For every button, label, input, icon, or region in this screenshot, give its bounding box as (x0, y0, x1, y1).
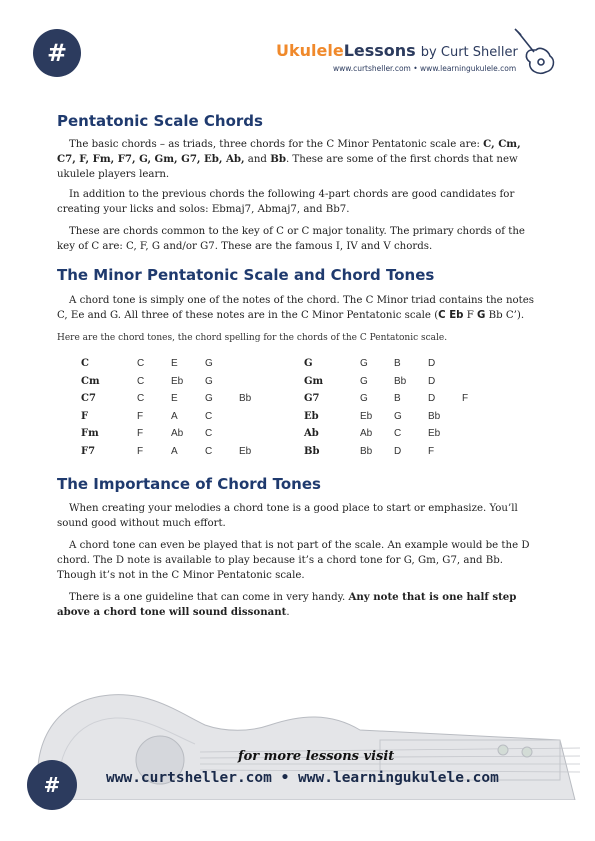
ukulele-icon (510, 26, 558, 78)
chord-name: C (81, 358, 89, 370)
paragraph-melodies: When creating your melodies a chord tone is a good place to start or emphasize. You’ll sound good without much effort. (57, 503, 518, 529)
brand-by: by Curt Sheller (420, 45, 518, 60)
chord-note: A (171, 410, 178, 422)
chord-note: C (137, 375, 145, 387)
chord-note: C (205, 410, 213, 422)
chord-note: C (394, 428, 402, 440)
chord-note: G (360, 393, 368, 405)
chord-row (304, 373, 496, 391)
chord-note: C (205, 445, 213, 457)
chord-note (239, 355, 273, 373)
chord-note: G (205, 358, 213, 370)
chord-note: F (428, 445, 435, 457)
chord-tones-intro: Here are the chord tones, the chord spelling for the chords of the C Pentatonic scale. (57, 333, 448, 343)
chord-name: Ab (304, 428, 319, 440)
chord-note (462, 373, 496, 391)
chord-note: C (137, 393, 145, 405)
chord-name: Gm (304, 375, 324, 387)
chord-note: B (394, 358, 401, 370)
chord-note: Bb (360, 445, 373, 457)
chord-row (81, 443, 273, 461)
ukulele-footer-illustration (0, 640, 595, 841)
footer-visit-text: for more lessons visit (238, 749, 395, 764)
chord-row (81, 408, 273, 426)
heading-minor-pentatonic-chord-tones: The Minor Pentatonic Scale and Chord Tones (57, 266, 435, 284)
chord-note: Eb (360, 410, 373, 422)
brand-title (276, 41, 518, 60)
chord-note (462, 443, 496, 461)
chord-name: Bb (304, 445, 320, 457)
chord-row (304, 443, 496, 461)
brand-lessons: Lessons (343, 41, 416, 60)
chord-note (239, 425, 273, 443)
chord-name: G (304, 358, 313, 370)
chord-name: Fm (81, 428, 99, 440)
chord-name: F (81, 410, 89, 422)
paragraph-basic-chords: The basic chords – as triads, three chords for the C Minor Pentatonic scale are: C, Cm, C7, F, Fm, F7, G, Gm, G7, Eb, Ab, and Bb. These are some of the first chords that new ukulele players learn. (57, 138, 521, 180)
heading-pentatonic-scale-chords: Pentatonic Scale Chords (57, 112, 263, 130)
chord-note: Eb (239, 445, 252, 457)
chord-note (239, 373, 273, 391)
paragraph-chord-tone-definition: A chord tone is simply one of the notes of the chord. The C Minor triad contains the notes C, Ee and G. All three of these notes are in the C Minor Pentatonic scale (C Eb F G Bb C’). (57, 295, 534, 321)
paragraph-four-part-chords: In addition to the previous chords the following 4-part chords are good candidates for creating your licks and solos: Ebmaj7, Abmaj7, and Bb7. (57, 189, 515, 215)
chord-note: G (360, 375, 368, 387)
chord-note: G (394, 410, 402, 422)
chord-note: D (428, 375, 436, 387)
chord-row (304, 425, 496, 443)
chord-row (81, 425, 273, 443)
chord-note (462, 355, 496, 373)
chord-note: Ab (171, 428, 184, 440)
chord-note: D (394, 445, 402, 457)
chord-note: F (137, 428, 144, 440)
heading-importance-of-chord-tones: The Importance of Chord Tones (57, 475, 321, 493)
chord-note: Eb (428, 428, 441, 440)
chord-tones-table-left (81, 355, 273, 460)
chord-note: G (205, 393, 213, 405)
chord-note: A (171, 445, 178, 457)
footer-badge: # (27, 760, 77, 810)
chord-note: Ab (360, 428, 373, 440)
chord-note: D (428, 393, 436, 405)
chord-row (304, 408, 496, 426)
chord-note: C (137, 358, 145, 370)
chord-name: C7 (81, 393, 96, 405)
chord-tones-table-right (304, 355, 496, 460)
chord-note: Bb (428, 410, 441, 422)
header-sites: www.curtsheller.com • www.learningukulele.com (333, 64, 517, 73)
chord-note: Eb (171, 375, 184, 387)
chord-row (81, 355, 273, 373)
chord-note (239, 408, 273, 426)
chord-name: G7 (304, 393, 320, 405)
chord-row (81, 390, 273, 408)
chord-note: E (171, 358, 178, 370)
paragraph-guideline: There is a one guideline that can come in very handy. Any note that is one half step above a chord tone will sound dissonant. (57, 591, 517, 618)
chord-note (462, 425, 496, 443)
chord-note: B (394, 393, 401, 405)
chord-name: F7 (81, 445, 96, 457)
chord-note: F (137, 445, 144, 457)
chord-name: Cm (81, 375, 100, 387)
chord-note: G (360, 358, 368, 370)
chord-note (462, 408, 496, 426)
chord-name: Eb (304, 410, 319, 422)
brand-ukulele: Ukulele (276, 41, 344, 60)
chord-note: D (428, 358, 436, 370)
chord-note: Bb (239, 393, 252, 405)
footer-sites-links[interactable]: www.curtsheller.com • www.learningukulele.com (106, 770, 499, 786)
chord-note: Bb (394, 375, 407, 387)
chord-row (81, 373, 273, 391)
chord-note: C (205, 428, 213, 440)
chord-row (304, 390, 496, 408)
chord-note: F (462, 393, 469, 405)
chord-row (304, 355, 496, 373)
page-badge: # (33, 29, 81, 77)
chord-note: E (171, 393, 178, 405)
paragraph-key-of-c: These are chords common to the key of C or C major tonality. The primary chords of the key of C are: C, F, G and/or G7. These are the famous I, IV and V chords. (57, 226, 525, 252)
paragraph-d-chord-example: A chord tone can even be played that is not part of the scale. An example would be the D chord. The D note is available to play because it’s a chord tone for G, Gm, G7, and Bb. Though it’s not in the C Minor Pentatonic scale. (57, 540, 530, 581)
chord-note: F (137, 410, 144, 422)
chord-note: G (205, 375, 213, 387)
